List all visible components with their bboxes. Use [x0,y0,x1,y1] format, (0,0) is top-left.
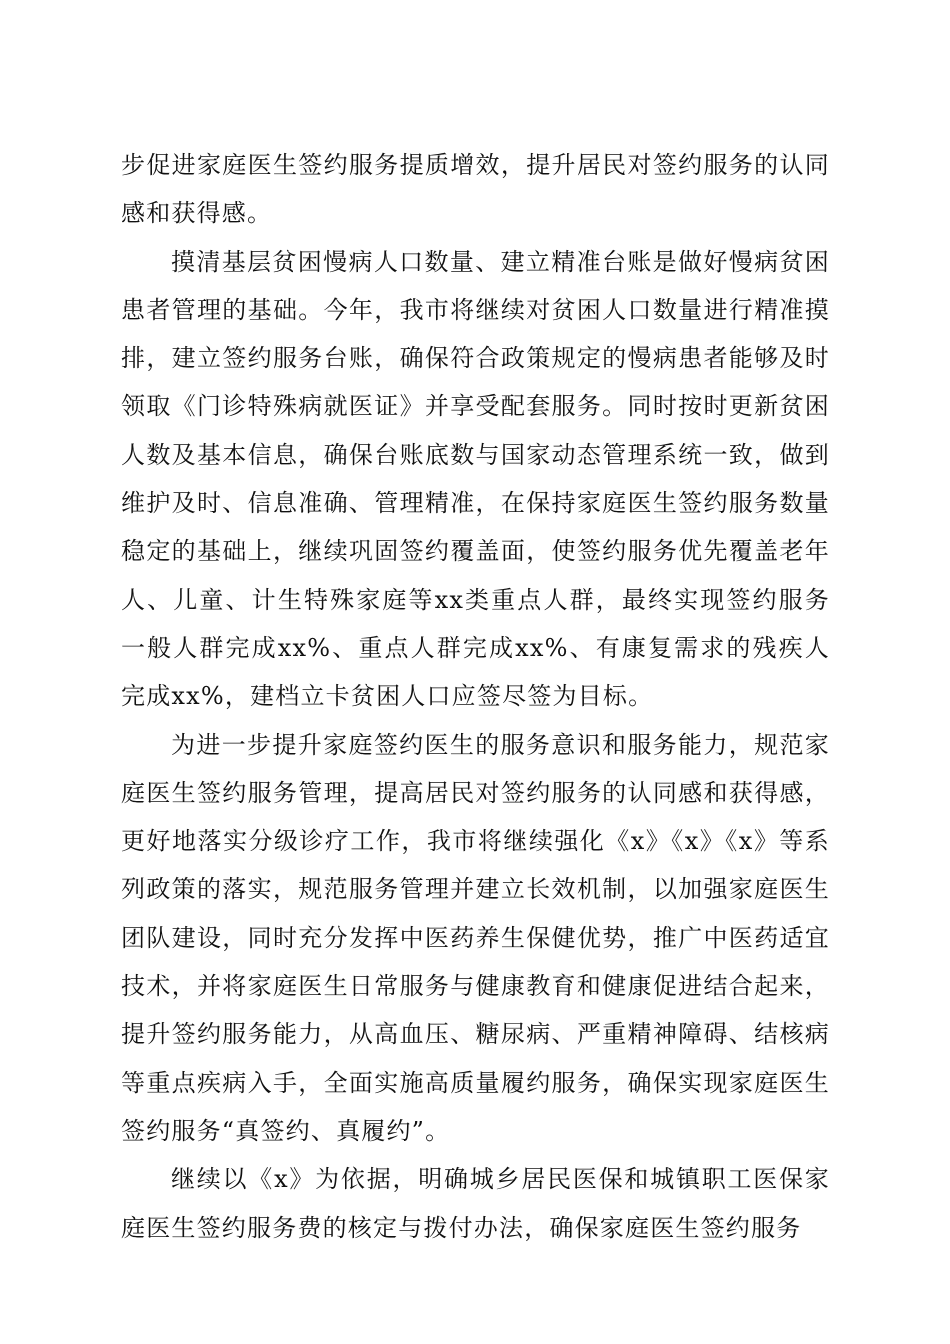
paragraph-continuation: 步促进家庭医生签约服务提质增效，提升居民对签约服务的认同感和获得感。 [121,151,830,228]
paragraph-ledger: 摸清基层贫困慢病人口数量、建立精准台账是做好慢病贫困患者管理的基础。今年，我市将继续对贫困人口数量进行精准摸排，建立签约服务台账，确保符合政策规定的慢病患者能够及时领取《门诊特殊病就医证》并享受配套服务。同时按时更新贫困人数及基本信息，确保台账底数与国家动态管理系统一致，做到维护及时、信息准确、管理精准，在保持家庭医生签约服务数量稳定的基础上，继续巩固签约覆盖面，使签约服务优先覆盖老年人、儿童、计生特殊家庭等xx类重点人群，最终实现签约服务一般人群完成xx%、重点人群完成xx%、有康复需求的残疾人完成xx%，建档立卡贫困人口应签尽签为目标。 [121,247,830,711]
document-body [121,141,830,1252]
paragraph-service-capacity: 为进一步提升家庭签约医生的服务意识和服务能力，规范家庭医生签约服务管理，提高居民对签约服务的认同感和获得感，更好地落实分级诊疗工作，我市将继续强化《x》《x》《x》等系列政策的落实，规范服务管理并建立长效机制，以加强家庭医生团队建设，同时充分发挥中医药养生保健优势，推广中医药适宜技术，并将家庭医生日常服务与健康教育和健康促进结合起来，提升签约服务能力，从高血压、糖尿病、严重精神障碍、结核病等重点疾病入手，全面实施高质量履约服务，确保实现家庭医生签约服务“真签约、真履约”。 [121,730,830,1145]
paragraph-service-fee: 继续以《x》为依据，明确城乡居民医保和城镇职工医保家庭医生签约服务费的核定与拨付办法，确保家庭医生签约服务 [121,1165,830,1242]
